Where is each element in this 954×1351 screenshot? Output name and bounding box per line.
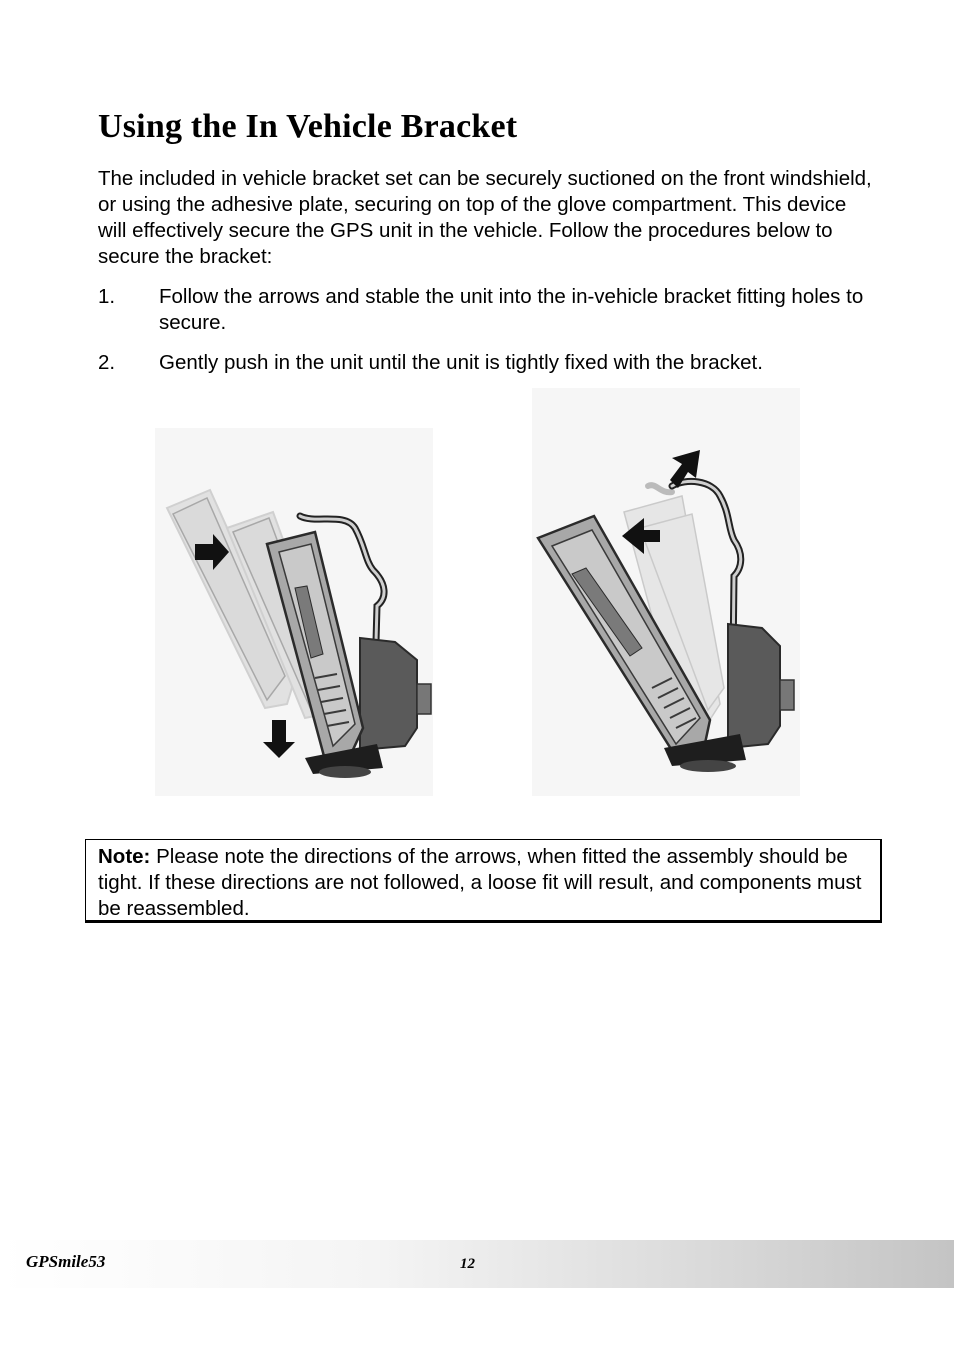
note-text: Please note the directions of the arrows, when fitted the assembly should be tight. If these directions are not followed, a loose fit will result, and components must be reassembled. [98, 845, 862, 920]
footer-bar [0, 1240, 954, 1288]
intro-paragraph: The included in vehicle bracket set can be securely suctioned on the front windshield, or using the adhesive plate, securing on top of the glove compartment. This device will effectively secure the GPS unit in the vehicle. Follow the procedures below to secure the bracket: [98, 167, 872, 268]
page-number: 12 [460, 1256, 475, 1272]
note-label: Note: [98, 845, 151, 868]
note-box [85, 839, 882, 923]
list-item [98, 284, 878, 336]
down-arrow-icon [263, 720, 295, 758]
insert-unit-illustration [155, 428, 433, 796]
page-title: Using the In Vehicle Bracket [98, 108, 518, 145]
step-text: Follow the arrows and stable the unit into the in-vehicle bracket fitting holes to secure. [159, 285, 864, 334]
push-unit-illustration [532, 388, 800, 796]
step-text: Gently push in the unit until the unit is tightly fixed with the bracket. [159, 351, 763, 374]
footer-brand: GPSmile53 [26, 1252, 106, 1271]
step-number: 2. [98, 351, 116, 374]
step-number: 1. [98, 285, 116, 308]
list-item [98, 350, 878, 376]
step-list [98, 284, 878, 390]
